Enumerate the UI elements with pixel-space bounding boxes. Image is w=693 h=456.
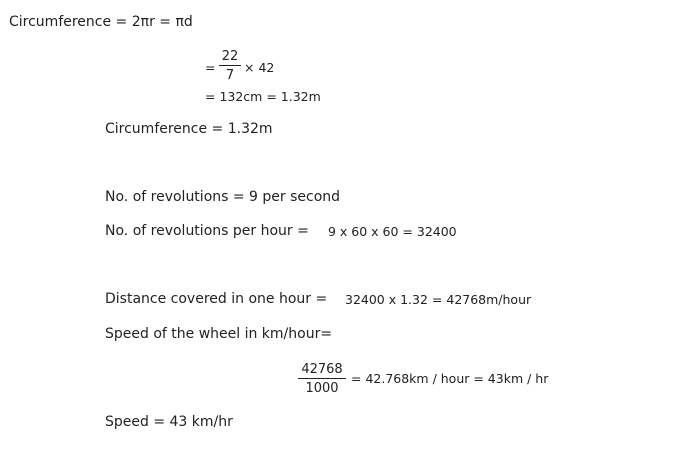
fraction-bar [298, 378, 346, 379]
circumference-result: Circumference = 1.32m [105, 121, 273, 137]
distance-calc: 32400 x 1.32 = 42768m/hour [345, 292, 532, 307]
fraction-bar [219, 65, 241, 66]
circumference-formula: Circumference = 2πr = πd [9, 14, 193, 30]
revolutions-per-hour-label: No. of revolutions per hour = [105, 223, 309, 239]
distance-label: Distance covered in one hour = [105, 291, 328, 307]
step2-conversion: = 132cm = 1.32m [205, 89, 321, 104]
fraction-22-over-7 [219, 49, 241, 83]
speed-kmh-label: Speed of the wheel in km/hour= [105, 326, 333, 342]
revolutions-per-second: No. of revolutions = 9 per second [105, 189, 341, 205]
fraction-numerator: 22 [221, 49, 239, 64]
step1-equals: = [205, 60, 216, 75]
fraction-42768-over-1000 [298, 362, 346, 396]
step1-multiplier: × 42 [244, 60, 275, 75]
final-speed: Speed = 43 km/hr [105, 414, 233, 430]
fraction-denominator: 1000 [305, 381, 339, 396]
fraction-numerator: 42768 [301, 362, 343, 377]
fraction-denominator: 7 [225, 68, 235, 83]
revolutions-per-hour-calc: 9 x 60 x 60 = 32400 [328, 224, 457, 239]
speed-conversion-result: = 42.768km / hour = 43km / hr [351, 371, 549, 386]
